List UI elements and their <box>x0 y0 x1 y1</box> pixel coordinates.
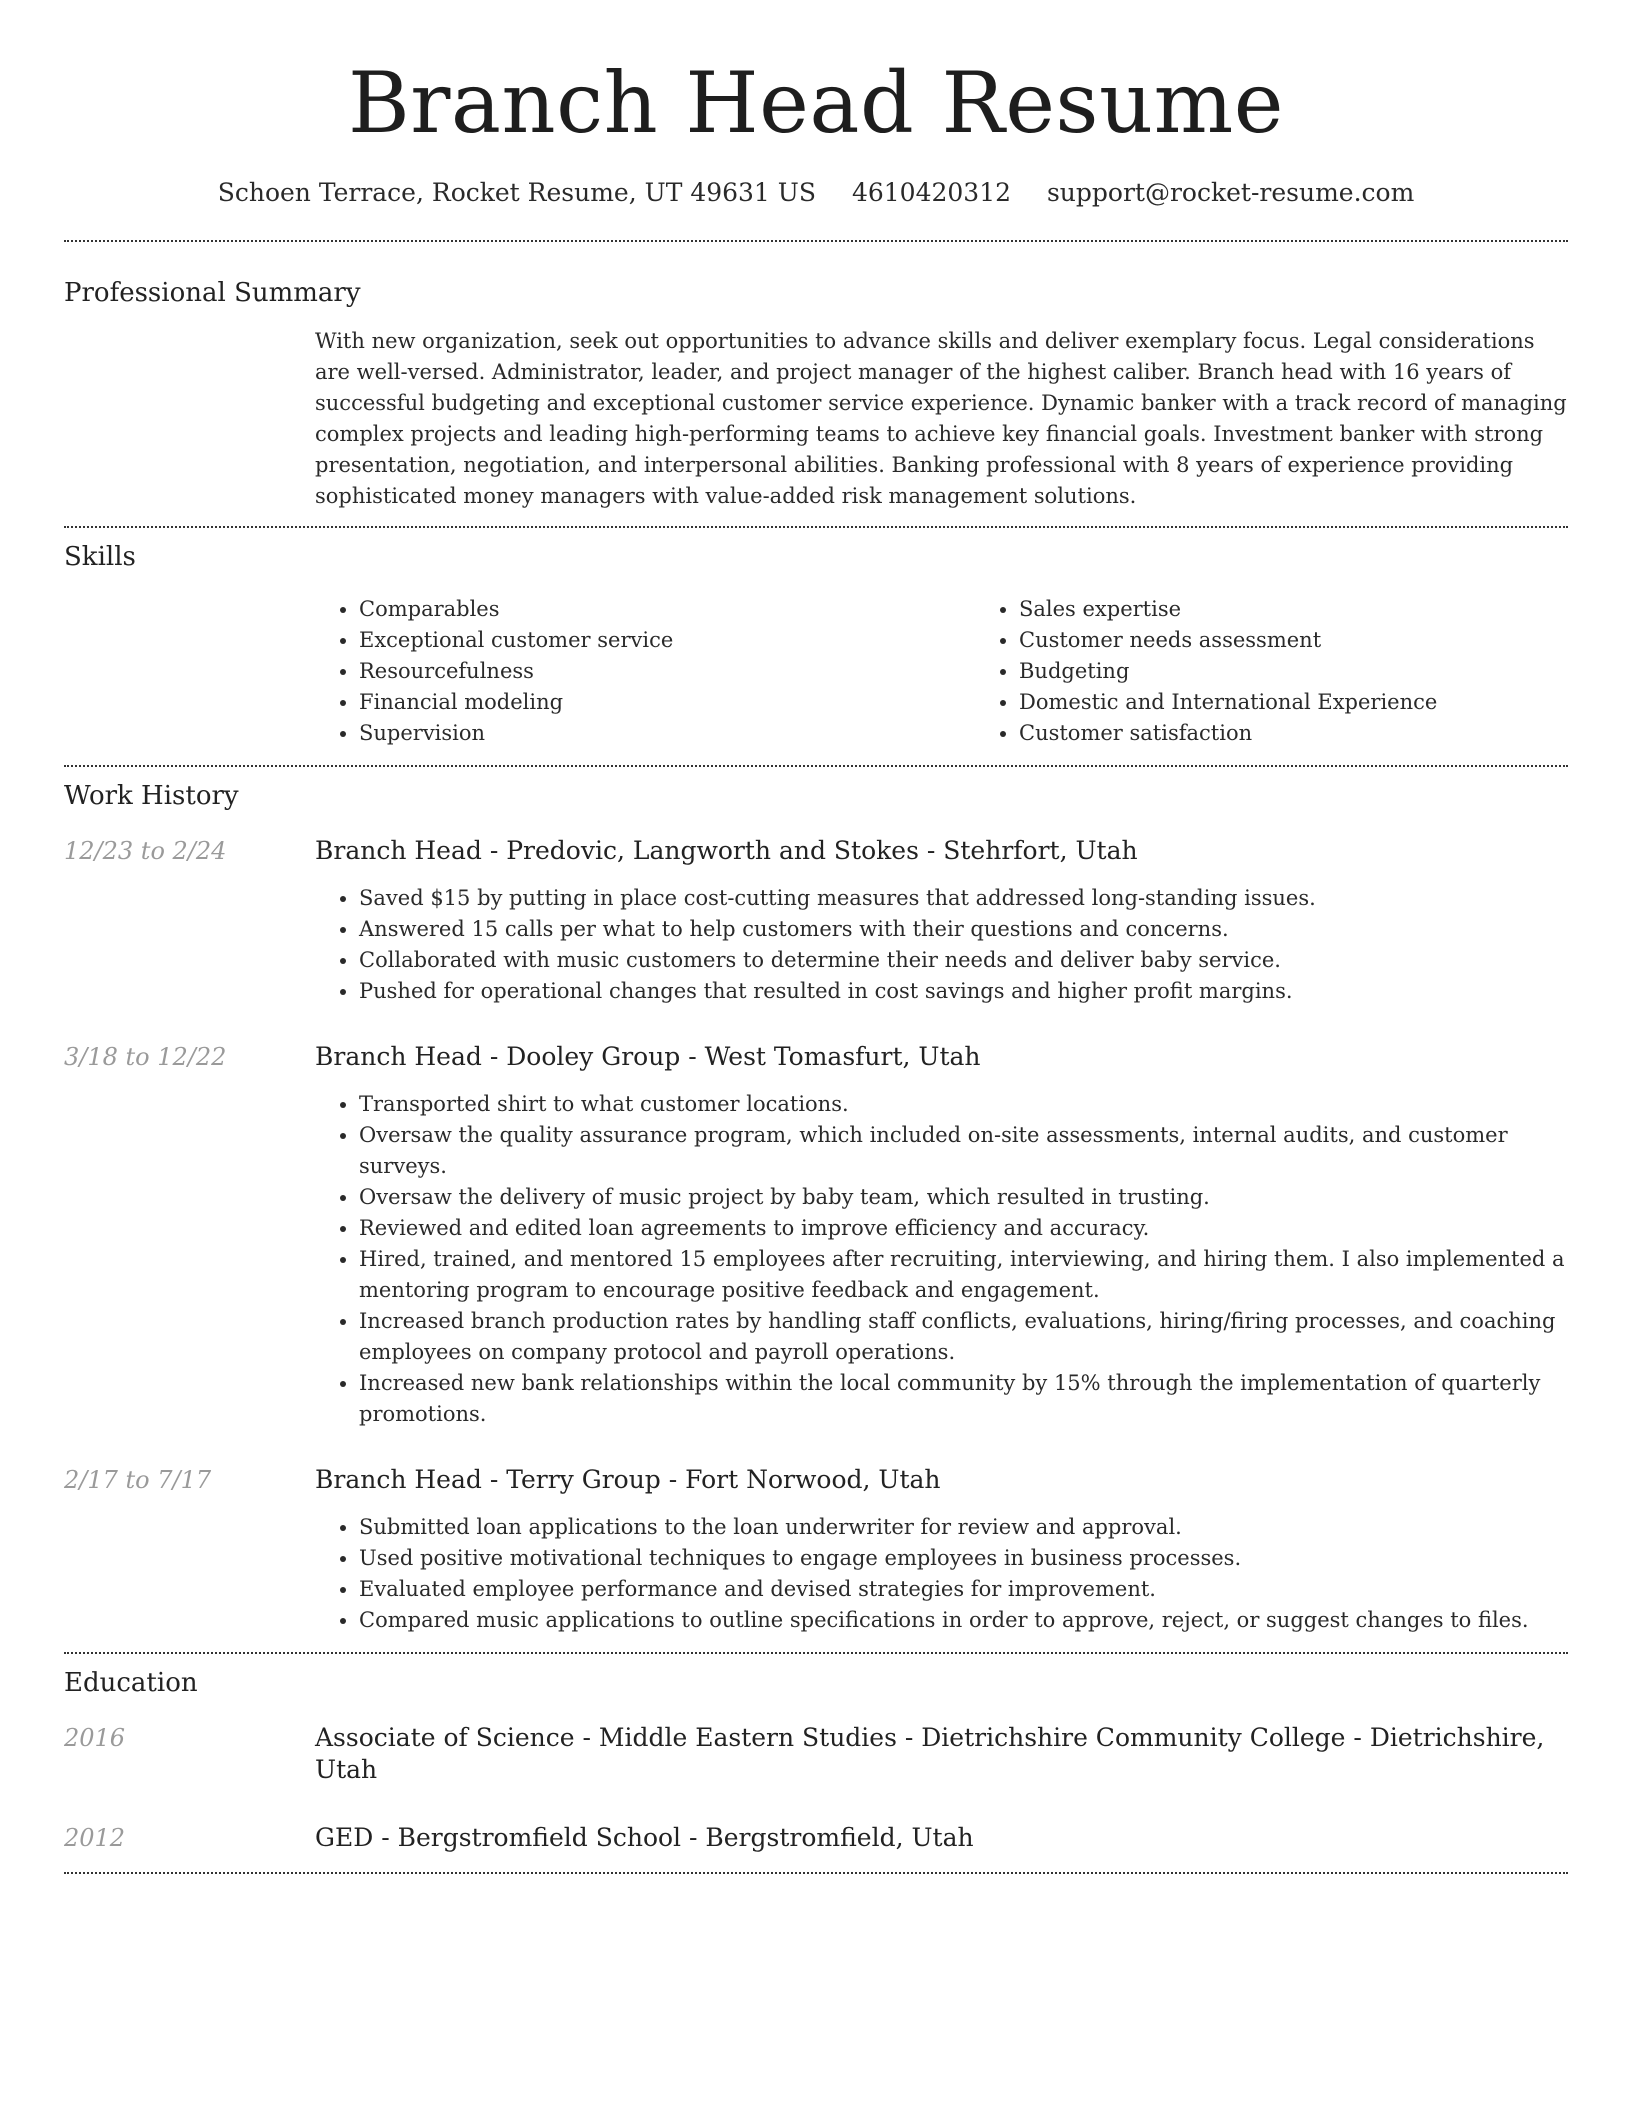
job-dates: 12/23 to 2/24 <box>64 837 227 865</box>
skills-heading: Skills <box>64 542 136 572</box>
job-bullet: • Collaborated with music customers to determine their needs and deliver baby service. <box>359 945 1568 976</box>
job-bullet: • Transported shirt to what customer locations. <box>359 1089 1568 1120</box>
job-bullet: • Hired, trained, and mentored 15 employees after recruiting, interviewing, and hiring them. I also implemented a mentoring program to encourage positive feedback and engagement. <box>359 1244 1568 1306</box>
job-bullet: • Compared music applications to outline specifications in order to approve, reject, or suggest changes to files. <box>359 1605 1568 1636</box>
education-title: Associate of Science - Middle Eastern Studies - Dietrichshire Community College - Dietrichshire, Utah <box>315 1723 1545 1784</box>
education-entry <box>64 1822 1568 1854</box>
email-text: support@rocket-resume.com <box>1046 178 1415 207</box>
skill-item: • Budgeting <box>1019 656 1632 687</box>
skills-section <box>64 528 1568 749</box>
skills-list-right <box>975 594 1632 749</box>
skill-item: • Supervision <box>359 718 975 749</box>
skill-item: • Customer needs assessment <box>1019 625 1632 656</box>
education-heading: Education <box>64 1668 198 1698</box>
job-bullets <box>315 1089 1568 1430</box>
education-title: GED - Bergstromfield School - Bergstromfield, Utah <box>315 1823 974 1852</box>
skill-item: • Sales expertise <box>1019 594 1632 625</box>
job-title: Branch Head - Predovic, Langworth and Stokes - Stehrfort, Utah <box>315 836 1138 865</box>
job-bullet: • Increased new bank relationships within the local community by 15% through the implementation of quarterly promotions. <box>359 1368 1568 1430</box>
contact-line <box>64 176 1568 210</box>
summary-text: With new organization, seek out opportunities to advance skills and deliver exemplary focus. Legal considerations are well-versed. Administrator, leader, and project manager of the highest caliber. Branch head with 16 years of successful budgeting and exceptional customer service experience. Dynamic banker with a track record of managing complex projects and leading high-performing teams to achieve key financial goals. Investment banker with strong presentation, negotiation, and interpersonal abilities. Banking professional with 8 years of experience providing sophisticated money managers with value-added risk management solutions. <box>315 329 1567 508</box>
job-entry <box>64 835 1568 1007</box>
job-dates: 3/18 to 12/22 <box>64 1043 227 1071</box>
education-entry <box>64 1722 1568 1786</box>
job-bullet: • Saved $15 by putting in place cost-cutting measures that addressed long-standing issues. <box>359 883 1568 914</box>
job-bullet: • Used positive motivational techniques to engage employees in business processes. <box>359 1543 1568 1574</box>
skill-item: • Domestic and International Experience <box>1019 687 1632 718</box>
job-entry <box>64 1464 1568 1636</box>
job-title: Branch Head - Dooley Group - West Tomasfurt, Utah <box>315 1042 981 1071</box>
skill-item: • Financial modeling <box>359 687 975 718</box>
work-section <box>64 767 1568 1636</box>
divider <box>64 1872 1568 1874</box>
education-year: 2016 <box>64 1724 126 1752</box>
job-bullet: • Answered 15 calls per what to help customers with their questions and concerns. <box>359 914 1568 945</box>
skills-list-left <box>315 594 975 749</box>
skill-item: • Customer satisfaction <box>1019 718 1632 749</box>
job-bullet: • Increased branch production rates by handling staff conflicts, evaluations, hiring/firing processes, and coaching employees on company protocol and payroll operations. <box>359 1306 1568 1368</box>
phone-text: 4610420312 <box>851 178 1012 207</box>
address-text: Schoen Terrace, Rocket Resume, UT 49631 US <box>217 178 816 207</box>
education-section <box>64 1654 1568 1854</box>
summary-section <box>64 242 1568 512</box>
job-entry <box>64 1041 1568 1430</box>
skill-item: • Resourcefulness <box>359 656 975 687</box>
resume-title: Branch Head Resume <box>348 54 1284 152</box>
job-bullet: • Submitted loan applications to the loan underwriter for review and approval. <box>359 1512 1568 1543</box>
skill-item: • Comparables <box>359 594 975 625</box>
job-bullet: • Evaluated employee performance and devised strategies for improvement. <box>359 1574 1568 1605</box>
job-bullets <box>315 883 1568 1007</box>
job-bullet: • Oversaw the quality assurance program, which included on-site assessments, internal audits, and customer surveys. <box>359 1120 1568 1182</box>
job-bullet: • Oversaw the delivery of music project by baby team, which resulted in trusting. <box>359 1182 1568 1213</box>
summary-heading: Professional Summary <box>64 278 361 308</box>
job-bullets <box>315 1512 1568 1636</box>
education-year: 2012 <box>64 1824 126 1852</box>
skill-item: • Exceptional customer service <box>359 625 975 656</box>
job-dates: 2/17 to 7/17 <box>64 1466 212 1494</box>
work-heading: Work History <box>64 781 239 811</box>
job-bullet: • Reviewed and edited loan agreements to improve efficiency and accuracy. <box>359 1213 1568 1244</box>
job-bullet: • Pushed for operational changes that resulted in cost savings and higher profit margins. <box>359 976 1568 1007</box>
job-title: Branch Head - Terry Group - Fort Norwood, Utah <box>315 1465 941 1494</box>
